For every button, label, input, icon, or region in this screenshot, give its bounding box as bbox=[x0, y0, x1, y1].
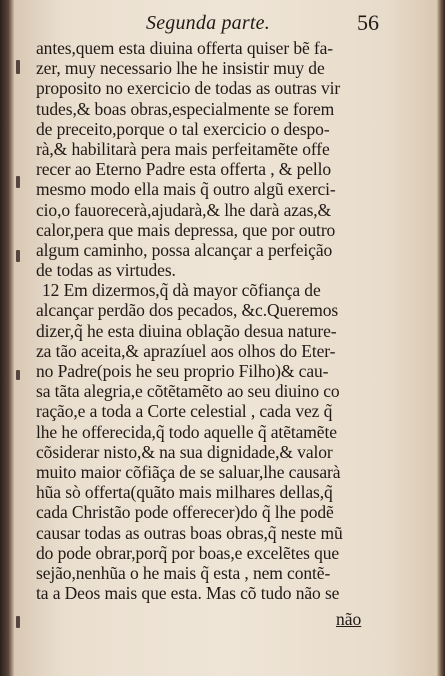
ink-bleed-mark bbox=[16, 176, 20, 188]
text-line: dizer,q̃ he esta diuina oblação desua nature- bbox=[36, 320, 337, 341]
text-line: algum caminho, possa alcançar a perfeição bbox=[36, 239, 333, 260]
text-line: antes,quem esta diuina offerta quiser bẽ fa- bbox=[36, 38, 334, 58]
book-page bbox=[14, 0, 437, 676]
text-line: cada Christão pode offerecer)do q̃ lhe podẽ bbox=[36, 502, 334, 523]
text-line: hũa sò offerta(quãto mais milhares dellas,q̃ bbox=[36, 482, 333, 503]
text-line: alcançar perdão dos pecados, &c.Queremos bbox=[36, 300, 339, 321]
text-line: muito maior cõfiãça de se saluar,lhe causarà bbox=[36, 461, 341, 482]
text-line: rà,& habilitarà pera mais perfeitamẽte offe bbox=[36, 138, 330, 159]
text-line: zer, muy necessario lhe he insistir muy de bbox=[36, 58, 325, 79]
ink-bleed-mark bbox=[16, 616, 20, 628]
text-line: de todas as virtudes. bbox=[36, 260, 176, 281]
text-line: ração,e a toda a Corte celestial , cada vez q̃ bbox=[36, 401, 333, 422]
text-line: calor,pera que mais depressa, que por outro bbox=[36, 219, 336, 240]
text-line: causar todas as outras boas obras,q̃ neste mũ bbox=[36, 522, 343, 543]
ink-bleed-mark bbox=[16, 370, 20, 380]
text-line: no Padre(pois he seu proprio Filho)& cau- bbox=[36, 361, 329, 381]
text-line: mesmo modo ella mais q̃ outro algũ exerci- bbox=[36, 179, 336, 200]
text-line: tudes,& boas obras,especialmente se forem bbox=[36, 98, 335, 119]
ink-bleed-mark bbox=[16, 60, 20, 74]
text-line: cio,o fauorecerà,ajudarà,& lhe darà azas,& bbox=[36, 199, 332, 220]
ink-bleed-mark bbox=[16, 250, 20, 262]
text-line: cõsiderar nisto,& na sua dignidade,& valor bbox=[36, 441, 333, 462]
page-edge-right bbox=[437, 0, 445, 676]
catchword: não bbox=[336, 609, 362, 629]
text-line: do pode obrar,porq̃ por boas,e excelẽtes que bbox=[36, 542, 340, 563]
text-line: proposito no exercicio de todas as outras vir bbox=[36, 78, 341, 99]
paragraph-start-line: 12 Em dizermos,q̃ dà mayor cõfiança de bbox=[42, 280, 321, 301]
text-line: za tão aceita,& aprazíuel aos olhos do Eter- bbox=[36, 340, 336, 361]
body-text bbox=[36, 38, 398, 603]
text-line: de preceito,porque o tal exercicio o despo- bbox=[36, 118, 330, 139]
text-line: sa tãta alegria,e cõtẽtamẽto ao seu diuino co bbox=[36, 381, 340, 402]
text-line: lhe he offerecida,q̃ todo aquelle q̃ atẽtamẽte bbox=[36, 421, 337, 442]
text-line: ta a Deos mais que esta. Mas cõ tudo não se bbox=[36, 583, 340, 604]
text-line: recer ao Eterno Padre esta offerta , & pello bbox=[36, 159, 332, 180]
page-header bbox=[14, 6, 437, 34]
page-number: 56 bbox=[357, 10, 379, 35]
running-head: Segunda parte. bbox=[146, 12, 270, 34]
text-line: sejão,nenhũa o he mais q̃ esta , nem contẽ- bbox=[36, 562, 331, 583]
binding-gutter-left bbox=[0, 0, 14, 676]
